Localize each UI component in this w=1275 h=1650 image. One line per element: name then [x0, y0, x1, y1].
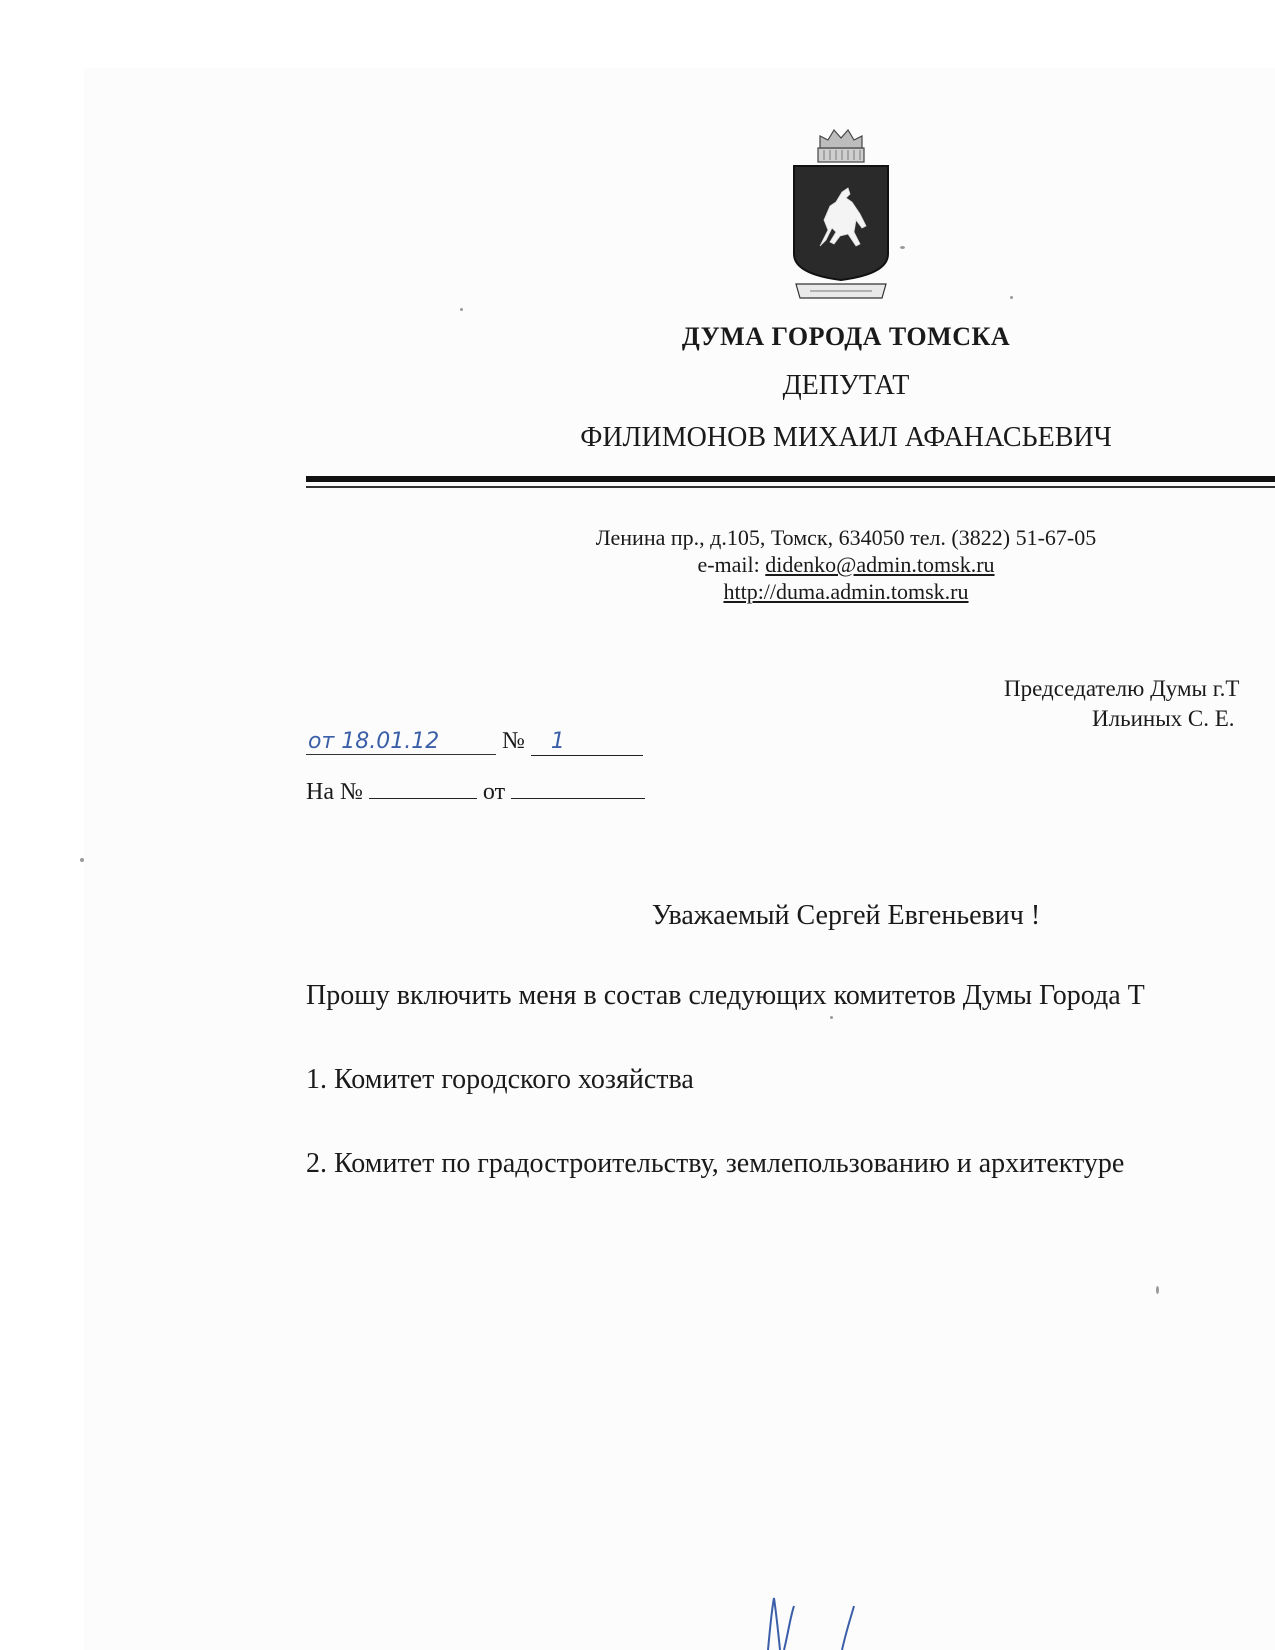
tomsk-coat-of-arms-icon: [790, 128, 892, 308]
salutation: Уважаемый Сергей Евгеньевич !: [651, 900, 1041, 931]
letterhead-divider: [306, 476, 1275, 482]
organization-title: ДУМА ГОРОДА ТОМСКА: [681, 322, 1011, 351]
scan-speck: [830, 1016, 833, 1019]
outgoing-date: от 18.01.12: [306, 729, 496, 755]
website-link[interactable]: http://duma.admin.tomsk.ru: [723, 579, 969, 604]
addressee-title: Председателю Думы г.Т: [1004, 676, 1240, 701]
incoming-date-blank: [511, 776, 645, 799]
committee-item: 1. Комитет городского хозяйства: [306, 1064, 694, 1095]
deputy-name: ФИЛИМОНОВ МИХАИЛ АФАНАСЬЕВИЧ: [580, 422, 1112, 453]
deputy-role: ДЕПУТАТ: [782, 370, 910, 401]
scan-speck: [1010, 296, 1013, 299]
incoming-number-label: На №: [306, 779, 363, 805]
incoming-from-label: от: [482, 779, 506, 805]
email-link[interactable]: didenko@admin.tomsk.ru: [765, 552, 995, 577]
addressee-block: [1004, 674, 1275, 734]
email-line: [0, 551, 1275, 578]
committee-item: 2. Комитет по градостроительству, землепользованию и архитектуре: [306, 1148, 1125, 1179]
scan-speck: [1156, 1286, 1159, 1294]
incoming-reference: [306, 776, 645, 806]
request-text: Прошу включить меня в состав следующих комитетов Думы Города Т: [306, 980, 1145, 1011]
postal-address: Ленина пр., д.105, Томск, 634050 тел. (3822) 51-67-05: [595, 525, 1097, 550]
signature-icon: [750, 1558, 890, 1650]
letterhead-divider-thin: [306, 486, 1275, 488]
outgoing-reference: [306, 728, 643, 756]
number-label: №: [502, 728, 525, 754]
email-label: e-mail:: [697, 552, 766, 577]
scan-speck: [900, 246, 905, 249]
scan-speck: [80, 858, 84, 862]
outgoing-number-blank: [531, 728, 643, 756]
scan-speck: [460, 308, 463, 311]
incoming-number-blank: [369, 776, 477, 799]
outgoing-number: 1: [550, 729, 565, 754]
scanned-page: [84, 68, 1275, 1650]
contact-block: [0, 524, 1275, 605]
addressee-name: Ильиных С. Е.: [1092, 706, 1235, 731]
website-line: [0, 578, 1275, 605]
